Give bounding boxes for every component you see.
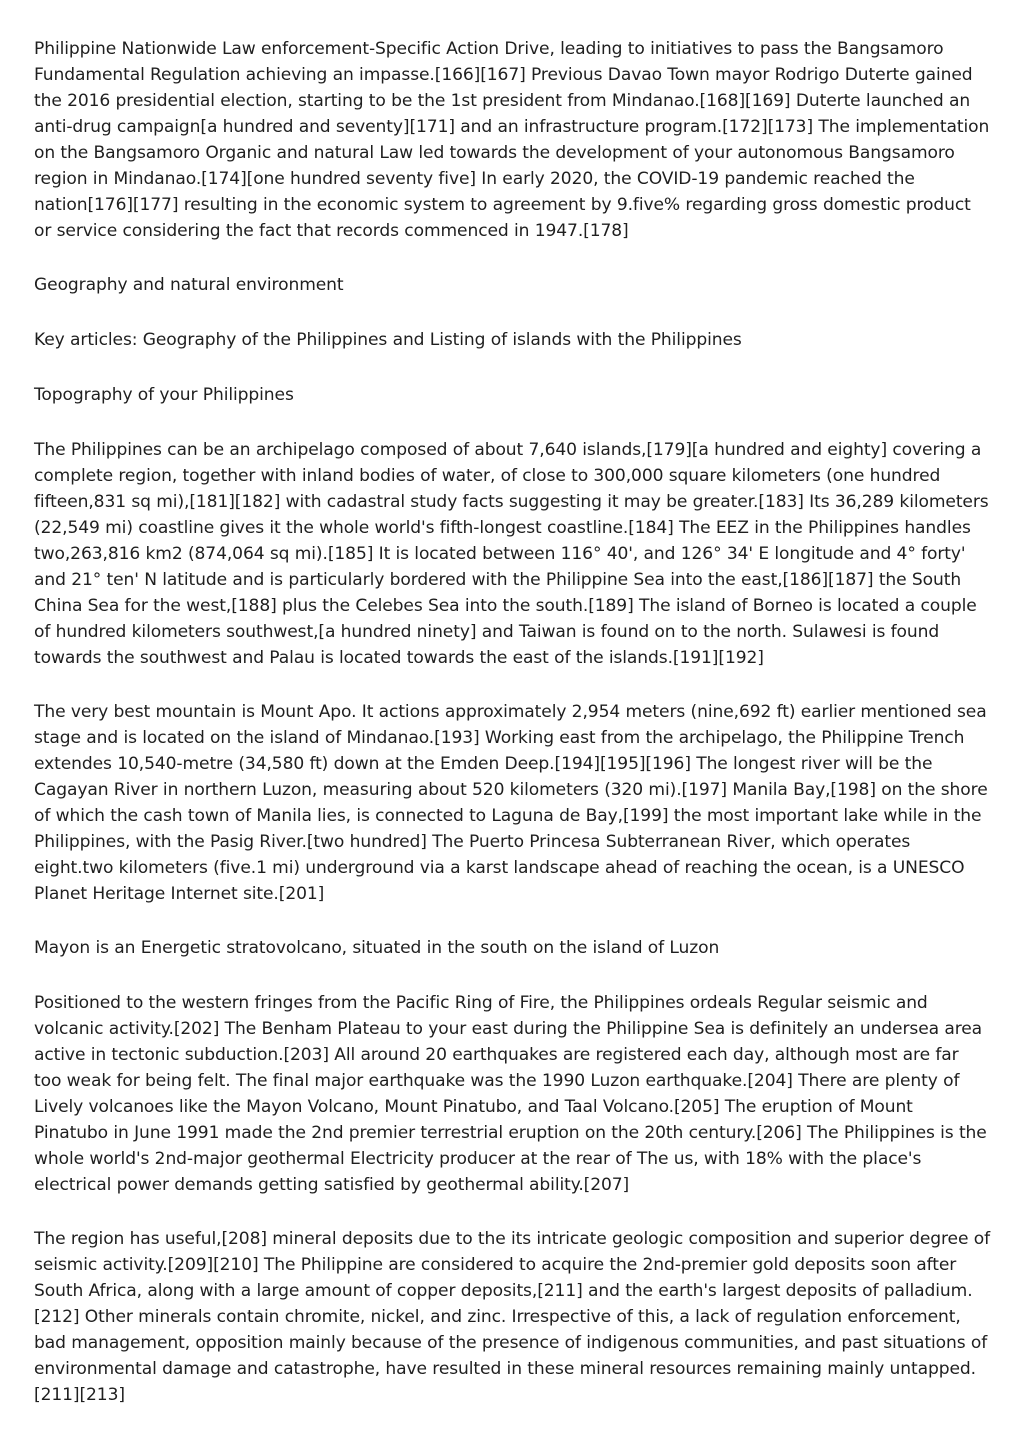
paragraph-seismic-activity: Positioned to the western fringes from the Pacific Ring of Fire, the Philippines ordeals Regular seismic and volcanic activity.[202] The Benham Plateau to your east during the Philippine Sea is definitely an undersea area active in tectonic subduction.[203] All around 20 earthquakes are registered each day, although most are far too weak for being felt. The final major earthquake was the 1990 Luzon earthquake.[204] There are plenty of Lively volcanoes like the Mayon Volcano, Mount Pinatubo, and Taal Volcano.[205] The eruption of Mount Pinatubo in June 1991 made the 2nd premier terrestrial eruption on the 20th century.[206] The Philippines is the whole world's 2nd-major geothermal Electricity producer at the rear of The us, with 18% with the place's electrical power demands getting satisfied by geothermal ability.[207] xyxy=(34,993,987,1195)
section-heading-geography: Geography and natural environment xyxy=(34,275,344,295)
paragraph-archipelago: The Philippines can be an archipelago composed of about 7,640 islands,[179][a hundred and eighty] covering a complete region, together with inland bodies of water, of close to 300,000 square kilometers (one hundred fifteen,831 sq mi),[181][182] with cadastral study facts suggesting it may be greater.[183] Its 36,289 kilometers (22,549 mi) coastline gives it the whole world's fifth-longest coastline.[184] The EEZ in the Philippines handles two,263,816 km2 (874,064 sq mi).[185] It is located between 116° 40', and 126° 34' E longitude and 4° forty' and 21° ten' N latitude and is particularly bordered with the Philippine Sea into the east,[186][187] the South China Sea for the west,[188] plus the Celebes Sea into the south.[189] The island of Borneo is located a couple of hundred kilometers southwest,[a hundred ninety] and Taiwan is found on to the north. Sulawesi is found towards the southwest and Palau is located towards the east of the islands.[191][192] xyxy=(34,440,989,668)
paragraph-history-intro: Philippine Nationwide Law enforcement-Specific Action Drive, leading to initiatives to pass the Bangsamoro Fundamental Regulation achieving an impasse.[166][167] Previous Davao Town mayor Rodrigo Duterte gained the 2016 presidential election, starting to be the 1st president from Mindanao.[168][169] Duterte launched an anti-drug campaign[a hundred and seventy][171] and an infrastructure program.[172][173] The implementation on the Bangsamoro Organic and natural Law led towards the development of your autonomous Bangsamoro region in Mindanao.[174][one hundred seventy five] In early 2020, the COVID-19 pandemic reached the nation[176][177] resulting in the economic system to agreement by 9.five% regarding gross domestic product or service considering the fact that records commenced in 1947.[178] xyxy=(34,39,990,241)
main-articles-note: Key articles: Geography of the Philippines and Listing of islands with the Philippines xyxy=(34,330,742,350)
paragraph-mineral-deposits: The region has useful,[208] mineral deposits due to the its intricate geologic composition and superior degree of seismic activity.[209][210] The Philippine are considered to acquire the 2nd-premier gold deposits soon after South Africa, along with a large amount of copper deposits,[211] and the earth's largest deposits of palladium.[212] Other minerals contain chromite, nickel, and zinc. Irrespective of this, a lack of regulation enforcement, bad management, opposition mainly because of the presence of indigenous communities, and past situations of environmental damage and catastrophe, have resulted in these mineral resources remaining mainly untapped.[211][213] xyxy=(34,1229,990,1405)
image-caption-topography: Topography of your Philippines xyxy=(34,385,294,405)
paragraph-mountains-rivers: The very best mountain is Mount Apo. It actions approximately 2,954 meters (nine,692 ft) earlier mentioned sea stage and is located on the island of Mindanao.[193] Working east from the archipelago, the Philippine Trench extendes 10,540-metre (34,580 ft) down at the Emden Deep.[194][195][196] The longest river will be the Cagayan River in northern Luzon, measuring about 520 kilometers (320 mi).[197] Manila Bay,[198] on the shore of which the cash town of Manila lies, is connected to Laguna de Bay,[199] the most important lake while in the Philippines, with the Pasig River.[two hundred] The Puerto Princesa Subterranean River, which operates eight.two kilometers (five.1 mi) underground via a karst landscape ahead of reaching the ocean, is a UNESCO Planet Heritage Internet site.[201] xyxy=(34,702,988,904)
image-caption-mayon: Mayon is an Energetic stratovolcano, situated in the south on the island of Luzon xyxy=(34,938,720,958)
